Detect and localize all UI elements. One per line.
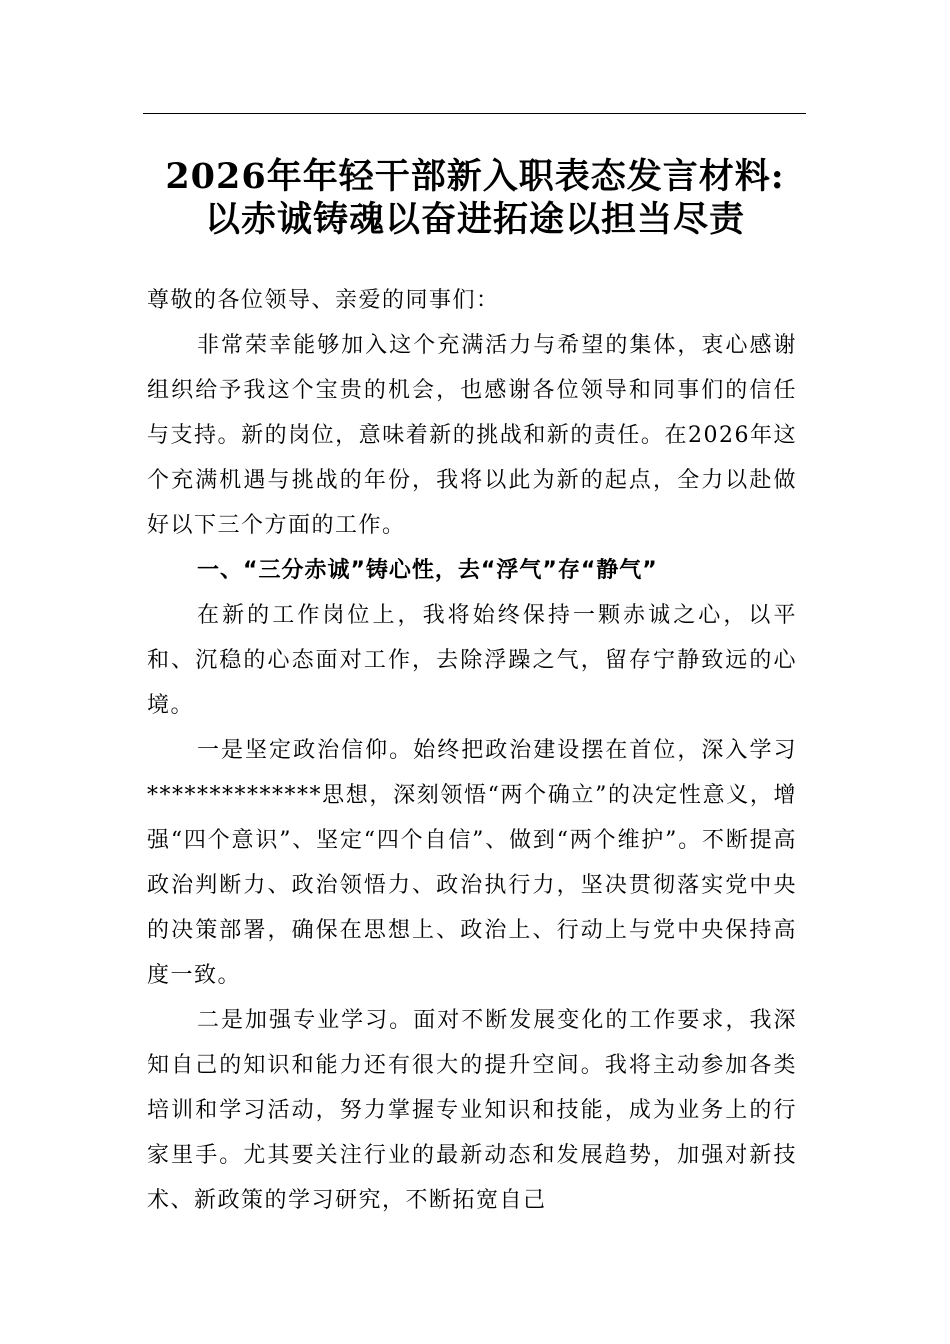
point2-paragraph: [147, 998, 797, 1223]
intro-paragraph: 非常荣幸能够加入这个充满活力与希望的集体，衷心感谢组织给予我这个宝贵的机会，也感谢各位领导和同事们的信任与支持。新的岗位，意味着新的挑战和新的责任。在2026年这个充满机遇与挑战的年份，我将以此为新的起点，全力以赴做好以下三个方面的工作。: [147, 333, 797, 538]
document-title-line1: 2026年年轻干部新入职表态发言材料:: [165, 156, 785, 197]
point2-text: 面对不断发展变化的工作要求，我深知自己的知识和能力还有很大的提升空间。我将主动参加各类培训和学习活动，努力掌握专业知识和技能，成为业务上的行家里手。尤其要关注行业的最新动态和发展趋势，加强对新技术、新政策的学习研究，不断拓宽自己: [147, 1008, 797, 1213]
point2-lead: 二是加强专业学习。: [197, 1008, 414, 1033]
section1-intro-paragraph: 在新的工作岗位上，我将始终保持一颗赤诚之心，以平和、沉稳的心态面对工作，去除浮躁之气，留存宁静致远的心境。: [147, 603, 797, 718]
point1-lead: 一是坚定政治信仰。: [197, 738, 414, 763]
point1-paragraph: [147, 728, 797, 998]
point1-text: 始终把政治建设摆在首位，深入学习**************思想，深刻领悟“两个确立”的决定性意义，增强“四个意识”、坚定“四个自信”、做到“两个维护”。不断提高政治判断力、政治领悟力、政治执行力，坚决贯彻落实党中央的决策部署，确保在思想上、政治上、行动上与党中央保持高度一致。: [147, 738, 797, 988]
section1-heading: 一、“三分赤诚”铸心性，去“浮气”存“静气”: [197, 558, 658, 583]
document-body: [147, 278, 797, 1223]
salutation: 尊敬的各位领导、亲爱的同事们：: [147, 288, 500, 313]
document-title-line2: 以赤诚铸魂以奋进拓途以担当尽责: [204, 199, 745, 240]
header-rule: [143, 113, 806, 114]
